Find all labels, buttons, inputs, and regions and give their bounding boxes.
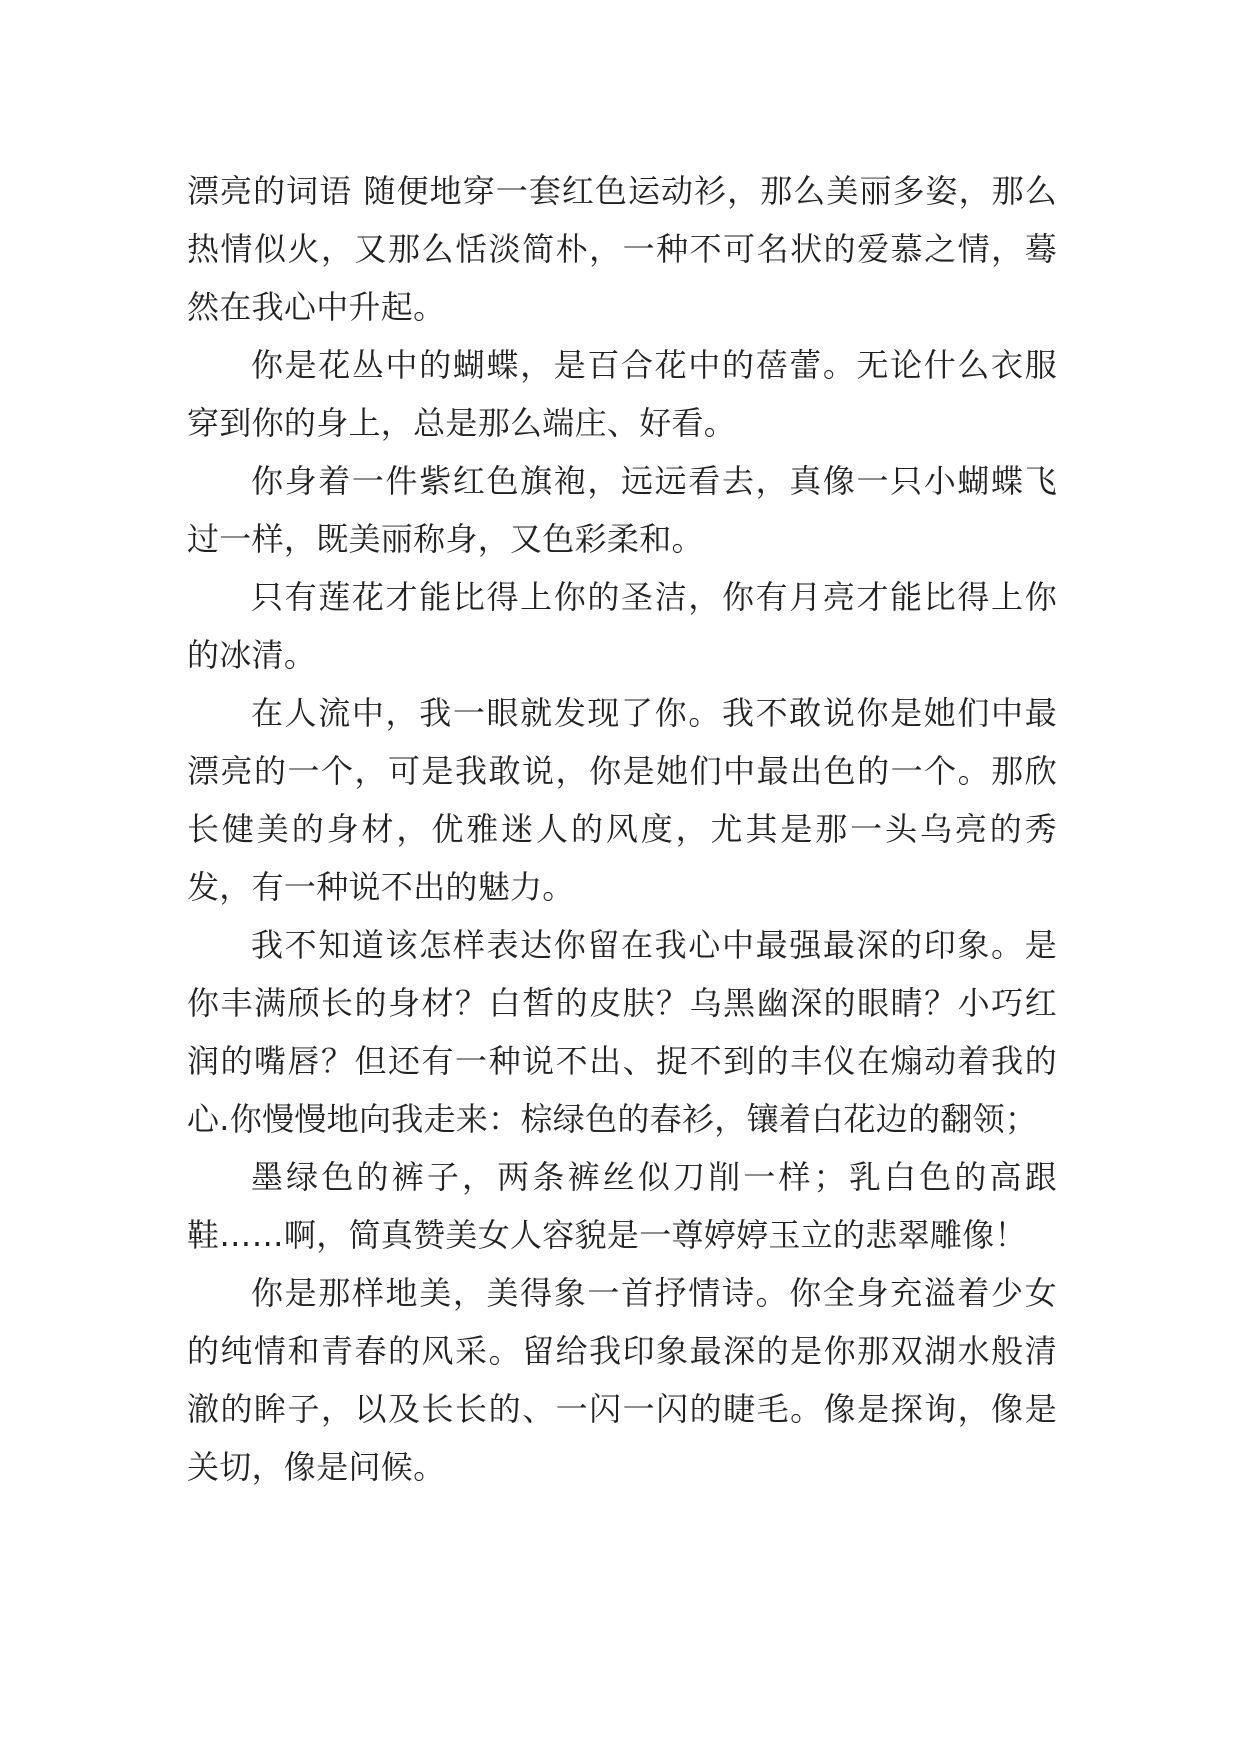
paragraph: 我不知道该怎样表达你留在我心中最强最深的印象。是你丰满颀长的身材？白皙的皮肤？乌黑幽深的眼睛？小巧红润的嘴唇？但还有一种说不出、捉不到的丰仪在煽动着我的心.你慢慢地向我走来：棕绿色的春衫，镶着白花边的翻领； [187, 926, 1057, 1138]
paragraph: 漂亮的词语 随便地穿一套红色运动衫，那么美丽多姿，那么热情似火，又那么恬淡简朴，一种不可名状的爱慕之情，蓦然在我心中升起。 [187, 172, 1057, 326]
paragraph: 你身着一件紫红色旗袍，远远看去，真像一只小蝴蝶飞过一样，既美丽称身，又色彩柔和。 [187, 462, 1057, 558]
paragraph: 墨绿色的裤子，两条裤丝似刀削一样；乳白色的高跟鞋……啊，简真赞美女人容貌是一尊婷婷玉立的悲翠雕像！ [187, 1158, 1057, 1254]
paragraph: 你是花丛中的蝴蝶，是百合花中的蓓蕾。无论什么衣服穿到你的身上，总是那么端庄、好看。 [187, 346, 1057, 442]
paragraph: 在人流中，我一眼就发现了你。我不敢说你是她们中最漂亮的一个，可是我敢说，你是她们中最出色的一个。那欣长健美的身材，优雅迷人的风度，尤其是那一头乌亮的秀发，有一种说不出的魅力。 [187, 694, 1057, 906]
document-body [187, 162, 1057, 1496]
paragraph: 只有莲花才能比得上你的圣洁，你有月亮才能比得上你的冰清。 [187, 578, 1057, 674]
paragraph: 你是那样地美，美得象一首抒情诗。你全身充溢着少女的纯情和青春的风采。留给我印象最深的是你那双湖水般清澈的眸子，以及长长的、一闪一闪的睫毛。像是探询，像是关切，像是问候。 [187, 1274, 1057, 1486]
